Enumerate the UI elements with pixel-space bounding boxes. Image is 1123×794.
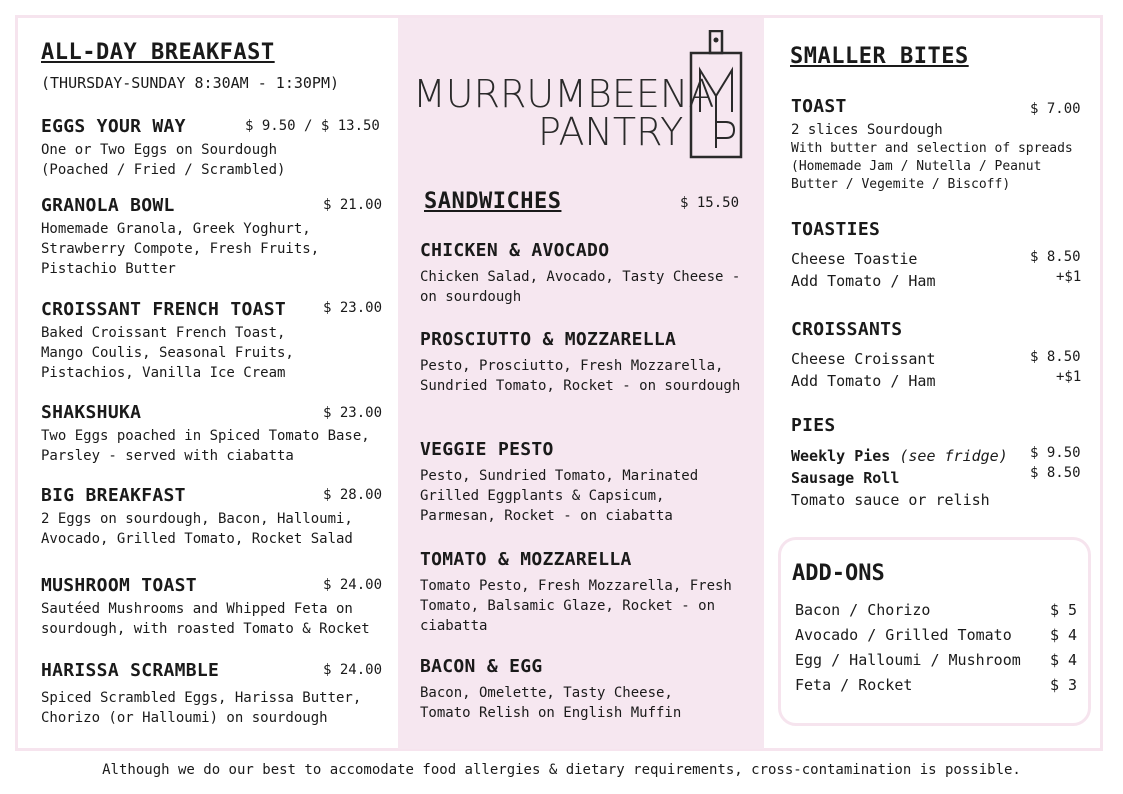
menu-item-desc: Sautéed Mushrooms and Whipped Feta on sourdough, with roasted Tomato & Rocket — [41, 601, 370, 637]
menu-item-desc: Spiced Scrambled Eggs, Harissa Butter, Chorizo (or Halloumi) on sourdough — [41, 690, 362, 726]
addon-price: $ 4 — [1050, 651, 1078, 669]
addon-price: $ 4 — [1050, 626, 1078, 644]
sandwich-name: VEGGIE PESTO — [420, 439, 554, 460]
pies-line2: Sausage Roll — [791, 469, 900, 487]
sandwich-desc: Chicken Salad, Avocado, Tasty Cheese - on sourdough — [420, 269, 741, 305]
sandwich-name: TOMATO & MOZZARELLA — [420, 549, 632, 570]
toasties-line2: Add Tomato / Ham — [791, 272, 936, 290]
sandwich-name: BACON & EGG — [420, 656, 543, 677]
addon-price: $ 3 — [1050, 676, 1078, 694]
pies-line1 — [791, 445, 1008, 467]
toast-title: TOAST — [791, 96, 847, 117]
sandwich-name: PROSCIUTTO & MOZZARELLA — [420, 329, 677, 350]
toasties-title: TOASTIES — [791, 219, 881, 240]
addon-name: Feta / Rocket — [795, 676, 913, 694]
menu-item-desc: Baked Croissant French Toast, Mango Coulis, Seasonal Fruits, Pistachios, Vanilla Ice Cream — [41, 325, 294, 381]
menu-item-name: EGGS YOUR WAY — [41, 116, 186, 137]
addon-price: $ 5 — [1050, 601, 1078, 619]
addon-name: Egg / Halloumi / Mushroom — [795, 651, 1021, 669]
breakfast-hours: (THURSDAY-SUNDAY 8:30AM - 1:30PM) — [41, 74, 340, 92]
menu-item-price: $ 24.00 — [323, 577, 383, 593]
sandwiches-title: SANDWICHES — [424, 189, 562, 214]
croissants-price1: $ 8.50 — [1030, 349, 1081, 365]
pies-price2: $ 8.50 — [1030, 465, 1081, 481]
menu-item-name: GRANOLA BOWL — [41, 195, 175, 216]
pies-note: (see fridge) — [899, 447, 1008, 465]
menu-item-price: $ 9.50 / $ 13.50 — [245, 118, 380, 134]
smaller-bites-title: SMALLER BITES — [790, 44, 969, 69]
sandwich-name: CHICKEN & AVOCADO — [420, 240, 610, 261]
pies-weekly-label: Weekly Pies — [791, 447, 891, 465]
sandwich-desc: Pesto, Sundried Tomato, Marinated Grilled Eggplants & Capsicum, Parmesan, Rocket - on ciabatta — [420, 468, 699, 524]
addons-title: ADD-ONS — [792, 561, 885, 586]
menu-item-desc: 2 Eggs on sourdough, Bacon, Halloumi, Avocado, Grilled Tomato, Rocket Salad — [41, 511, 353, 547]
pies-line3: Tomato sauce or relish — [791, 491, 990, 509]
logo-monogram-icon — [688, 30, 744, 160]
sandwich-desc: Bacon, Omelette, Tasty Cheese, Tomato Relish on English Muffin — [420, 685, 682, 721]
croissants-price2: +$1 — [1056, 369, 1082, 385]
toasties-price2: +$1 — [1056, 269, 1082, 285]
pies-price1: $ 9.50 — [1030, 445, 1081, 461]
toasties-line1: Cheese Toastie — [791, 250, 918, 268]
allergy-disclaimer: Although we do our best to accomodate food allergies & dietary requirements, cross-contamination is possible. — [102, 762, 1021, 778]
logo-wordmark-line1: MURRUMBEENA — [413, 72, 715, 116]
sandwich-desc: Tomato Pesto, Fresh Mozzarella, Fresh Tomato, Balsamic Glaze, Rocket - on ciabatta — [420, 578, 732, 634]
menu-item-name: BIG BREAKFAST — [41, 485, 186, 506]
menu-item-name: SHAKSHUKA — [41, 402, 142, 423]
menu-item-desc: One or Two Eggs on Sourdough (Poached / Fried / Scrambled) — [41, 142, 286, 178]
addon-name: Bacon / Chorizo — [795, 601, 931, 619]
menu-item-name: MUSHROOM TOAST — [41, 575, 197, 596]
menu-item-desc: Homemade Granola, Greek Yoghurt, Strawberry Compote, Fresh Fruits, Pistachio Butter — [41, 221, 320, 277]
logo-wordmark-line2: PANTRY — [538, 110, 684, 154]
menu-item-price: $ 23.00 — [323, 300, 383, 316]
pies-title: PIES — [791, 415, 836, 436]
menu-item-name: CROISSANT FRENCH TOAST — [41, 299, 287, 320]
toast-price: $ 7.00 — [1030, 101, 1081, 117]
breakfast-title: ALL-DAY BREAKFAST — [41, 40, 275, 65]
menu-item-price: $ 23.00 — [323, 405, 383, 421]
toast-desc: With butter and selection of spreads (Homemade Jam / Nutella / Peanut Butter / Vegemite / Biscoff) — [791, 141, 1073, 192]
sandwich-desc: Pesto, Prosciutto, Fresh Mozzarella, Sundried Tomato, Rocket - on sourdough — [420, 358, 741, 394]
croissants-title: CROISSANTS — [791, 319, 903, 340]
addon-name: Avocado / Grilled Tomato — [795, 626, 1012, 644]
menu-item-desc: Two Eggs poached in Spiced Tomato Base, Parsley - served with ciabatta — [41, 428, 370, 464]
croissants-line1: Cheese Croissant — [791, 350, 936, 368]
menu-item-name: HARISSA SCRAMBLE — [41, 660, 220, 681]
sandwiches-price: $ 15.50 — [680, 195, 740, 211]
croissants-line2: Add Tomato / Ham — [791, 372, 936, 390]
menu-item-price: $ 21.00 — [323, 197, 383, 213]
toast-line1: 2 slices Sourdough — [791, 122, 943, 138]
toasties-price1: $ 8.50 — [1030, 249, 1081, 265]
menu-item-price: $ 24.00 — [323, 662, 383, 678]
menu-item-price: $ 28.00 — [323, 487, 383, 503]
